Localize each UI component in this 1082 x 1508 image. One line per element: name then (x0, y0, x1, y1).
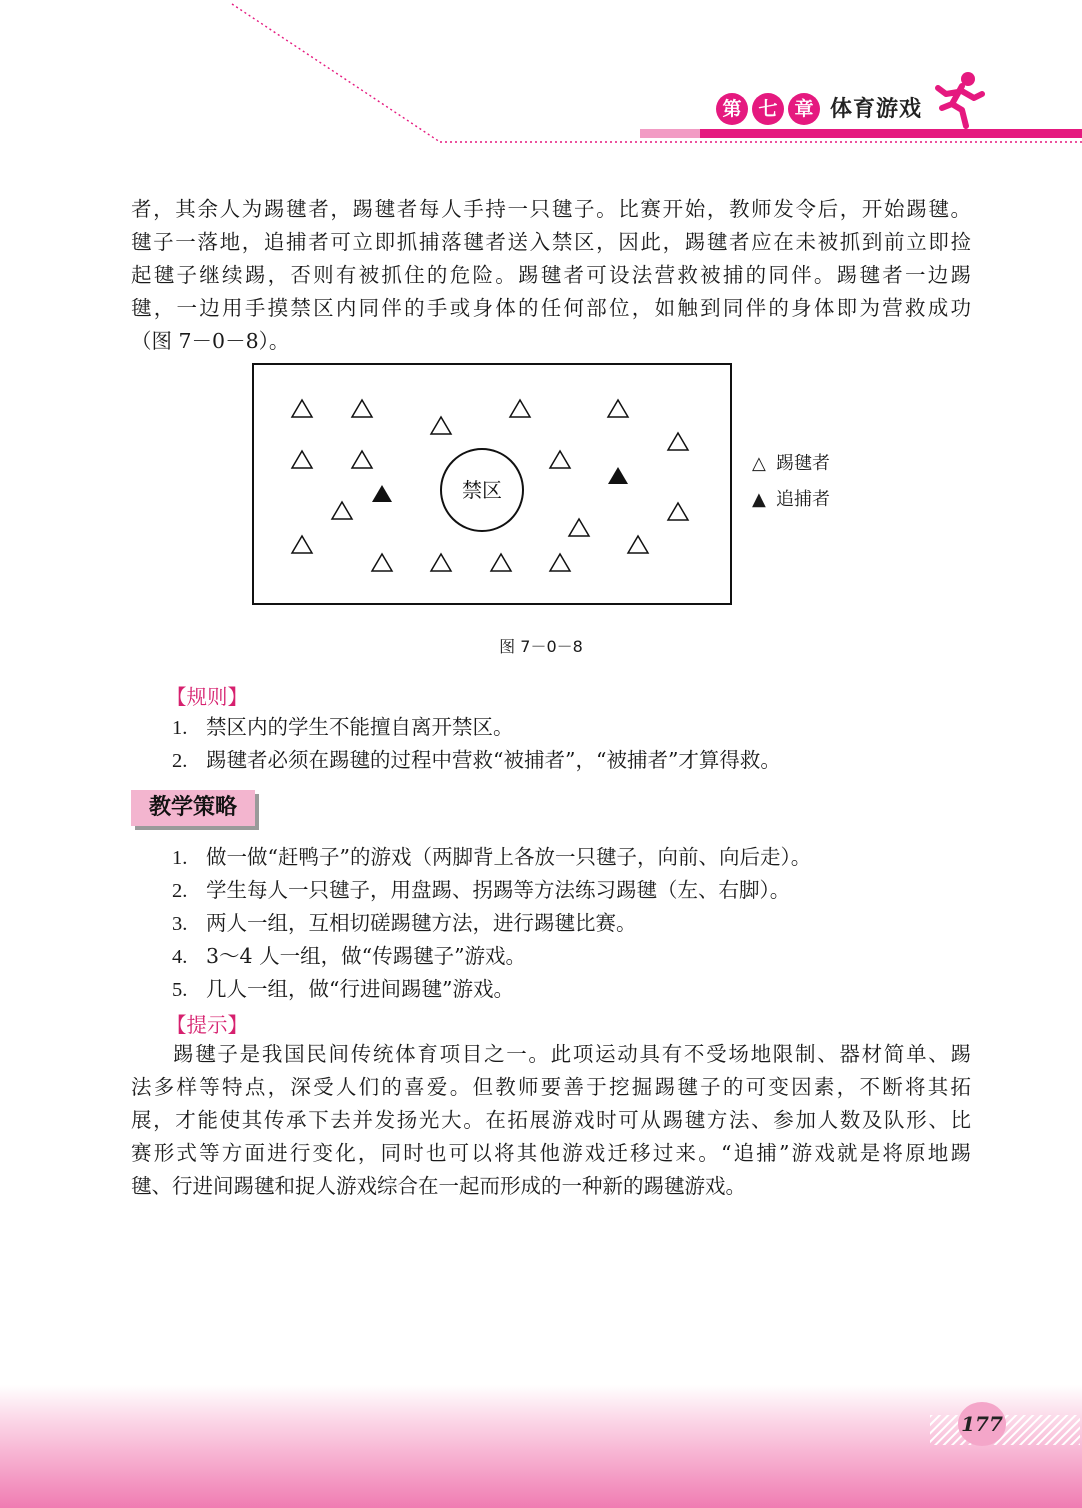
chapter-title: 体育游戏 (830, 97, 923, 122)
legend-chaser-label: 追捕者 (776, 489, 830, 510)
kicker-marker (292, 400, 312, 417)
item-text: 做一做“赶鸭子”的游戏（两脚背上各放一只毽子，向前、向后走）。 (206, 845, 812, 869)
kicker-marker (628, 536, 648, 553)
kicker-marker (550, 554, 570, 571)
chaser-marker (608, 467, 628, 484)
kicker-legend-icon: △ (752, 453, 766, 474)
item-text: 踢毽者必须在踢毽的过程中营救“被捕者”，“被捕者”才算得救。 (206, 748, 781, 772)
chapter-badge-3: 章 (788, 93, 820, 125)
kicker-marker (332, 502, 352, 519)
runner-icon (922, 70, 992, 132)
chapter-badge-2: 七 (752, 93, 784, 125)
item-number: 5. (172, 979, 188, 1001)
item-text: 几人一组，做“行进间踢毽”游戏。 (206, 977, 514, 1001)
tips-line: 毽、行进间踢毽和捉人游戏综合在一起而形成的一种新的踢毽游戏。 (131, 1174, 746, 1198)
item-number: 1. (172, 717, 188, 739)
legend-kicker (752, 449, 830, 475)
item-number: 4. (172, 946, 188, 968)
kicker-marker (352, 451, 372, 468)
intro-line: 毽子一落地，追捕者可立即抓捕落毽者送入禁区，因此，踢毽者应在未被抓到前立即捡 (131, 230, 971, 254)
item-text: 禁区内的学生不能擅自离开禁区。 (206, 715, 514, 739)
kicker-marker (431, 417, 451, 434)
tips-paragraph (131, 1038, 971, 1203)
game-field-diagram (252, 363, 732, 605)
footer-band (0, 1385, 1082, 1508)
tips-line: 展，才能使其传承下去并发扬光大。在拓展游戏时可从踢毽方法、参加人数及队形、比 (131, 1108, 971, 1132)
item-number: 3. (172, 913, 188, 935)
chaser-legend-icon: ▲ (752, 489, 766, 510)
item-text: 3～4 人一组，做“传踢毽子”游戏。 (206, 944, 527, 968)
list-item (172, 744, 781, 777)
forbidden-zone-label: 禁区 (462, 478, 502, 502)
kicker-marker (550, 451, 570, 468)
list-item (172, 973, 811, 1006)
header-decoration (0, 0, 1082, 160)
intro-line: 起毽子继续踢，否则有被抓住的危险。踢毽者可设法营救被捕的同伴。踢毽者一边踢 (131, 263, 971, 287)
list-item (172, 711, 781, 744)
kicker-marker (292, 536, 312, 553)
kicker-marker (292, 451, 312, 468)
intro-line: （图 7－0－8）。 (131, 329, 290, 353)
list-item (172, 907, 811, 940)
kicker-marker (352, 400, 372, 417)
chapter-badge-1: 第 (716, 93, 748, 125)
kicker-marker (668, 433, 688, 450)
item-text: 学生每人一只毽子，用盘踢、拐踢等方法练习踢毽（左、右脚）。 (206, 878, 791, 902)
kicker-marker (431, 554, 451, 571)
list-item (172, 940, 811, 973)
rules-list (172, 711, 781, 777)
intro-line: 毽，一边用手摸禁区内同伴的手或身体的任何部位，如触到同伴的身体即为营救成功 (131, 296, 971, 320)
kicker-marker (510, 400, 530, 417)
item-number: 2. (172, 750, 188, 772)
kicker-marker (491, 554, 511, 571)
tips-heading: 【提示】 (166, 1013, 248, 1037)
kicker-marker (668, 503, 688, 520)
section-title: 教学策略 (148, 795, 237, 820)
tips-line: 法多样等特点，深受人们的喜爱。但教师要善于挖掘踢毽子的可变因素，不断将其拓 (131, 1075, 971, 1099)
intro-paragraph (131, 193, 971, 358)
intro-line: 者，其余人为踢毽者，踢毽者每人手持一只毽子。比赛开始，教师发令后，开始踢毽。 (131, 197, 971, 221)
kicker-marker (608, 400, 628, 417)
list-item (172, 841, 811, 874)
kicker-marker (569, 519, 589, 536)
kicker-marker (372, 554, 392, 571)
item-text: 两人一组，互相切磋踢毽方法，进行踢毽比赛。 (206, 911, 637, 935)
figure-caption: 图 7－0－8 (499, 637, 583, 656)
legend-chaser (752, 485, 830, 511)
item-number: 1. (172, 847, 188, 869)
chaser-marker (372, 485, 392, 502)
page-number: 177 (958, 1402, 1006, 1446)
legend-kicker-label: 踢毽者 (776, 453, 830, 474)
strategy-list (172, 841, 811, 1006)
tips-line: 赛形式等方面进行变化，同时也可以将其他游戏迁移过来。“追捕”游戏就是将原地踢 (131, 1141, 971, 1165)
tips-line: 踢毽子是我国民间传统体育项目之一。此项运动具有不受场地限制、器材简单、踢 (173, 1042, 971, 1066)
item-number: 2. (172, 880, 188, 902)
section-tag-teaching-strategy (131, 790, 255, 826)
list-item (172, 874, 811, 907)
rules-heading: 【规则】 (166, 685, 248, 709)
